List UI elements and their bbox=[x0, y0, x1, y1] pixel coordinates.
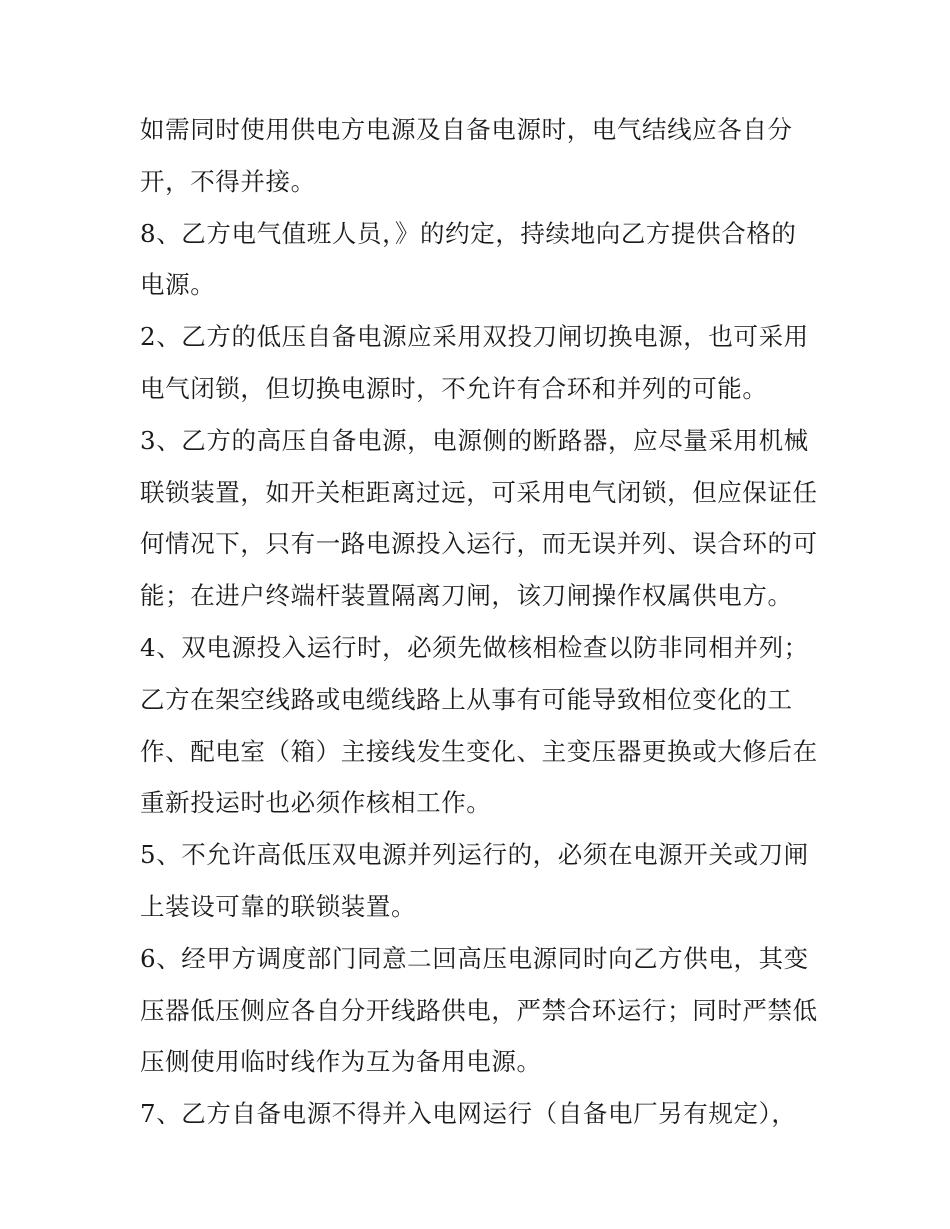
text-line: 联锁装置，如开关柜距离过远，可采用电气闭锁，但应保证任 bbox=[140, 477, 818, 507]
text-line: 压侧使用临时线作为互为备用电源。 bbox=[140, 1047, 542, 1077]
text-line: 5、不允许高低压双电源并列运行的，必须在电源开关或刀闸 bbox=[140, 840, 809, 870]
text-line: 3、乙方的高压自备电源，电源侧的断路器，应尽量采用机械 bbox=[140, 425, 809, 455]
text-line: 8、乙方电气值班人员，》的约定，持续地向乙方提供合格的 bbox=[140, 218, 797, 248]
text-line: 7、乙方自备电源不得并入电网运行（自备电厂另有规定）， bbox=[140, 1099, 797, 1129]
text-line: 作、配电室（箱）主接线发生变化、主变压器更换或大修后在 bbox=[140, 736, 818, 766]
text-line: 上装设可靠的联锁装置。 bbox=[140, 891, 417, 921]
text-line: 2、乙方的低压自备电源应采用双投刀闸切换电源，也可采用 bbox=[140, 322, 809, 352]
text-line: 何情况下，只有一路电源投入运行，而无误并列、误合环的可 bbox=[140, 529, 818, 559]
text-line: 电源。 bbox=[140, 270, 216, 300]
text-line: 开，不得并接。 bbox=[140, 166, 316, 196]
text-line: 压器低压侧应各自分开线路供电，严禁合环运行；同时严禁低 bbox=[140, 995, 818, 1025]
text-line: 如需同时使用供电方电源及自备电源时，电气结线应各自分 bbox=[140, 115, 793, 144]
text-line: 重新投运时也必须作核相工作。 bbox=[140, 788, 492, 818]
document-page bbox=[140, 104, 820, 1140]
text-line: 4、双电源投入运行时，必须先做核相检查以防非同相并列； bbox=[140, 632, 809, 662]
text-line: 乙方在架空线路或电缆线路上从事有可能导致相位变化的工 bbox=[140, 684, 793, 714]
text-line: 6、经甲方调度部门同意二回高压电源同时向乙方供电，其变 bbox=[140, 943, 809, 973]
text-line: 电气闭锁，但切换电源时，不允许有合环和并列的可能。 bbox=[140, 373, 768, 403]
text-line: 能；在进户终端杆装置隔离刀闸，该刀闸操作权属供电方。 bbox=[140, 581, 793, 611]
